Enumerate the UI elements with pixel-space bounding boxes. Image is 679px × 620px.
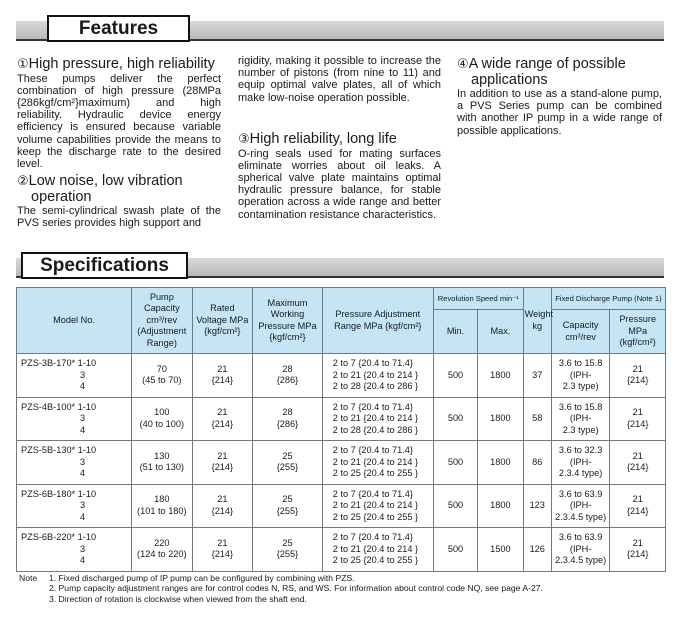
range-line: 2 to 21 {20.4 to 214 } [332, 456, 419, 467]
fixed-capacity-type: 2.3.4 type) [558, 468, 603, 478]
header-rev-max: Max. [478, 310, 523, 354]
fixed-pressure-value: 21 [632, 407, 643, 418]
rated-kgf: {214} [211, 375, 234, 386]
cell-capacity [132, 441, 193, 485]
fixed-capacity-value: 3.6 to 15.8 [558, 358, 603, 368]
rated-kgf: {214} [211, 549, 234, 560]
range-line: 2 to 25 {20.4 to 255 } [332, 468, 419, 478]
features-title: Features [47, 15, 190, 42]
cell-rated-voltage [192, 484, 253, 528]
rated-value: 21 [217, 363, 228, 374]
model-number: PZS-5B-130* 1-10 [21, 445, 97, 455]
model-variant: 4 [80, 468, 86, 478]
capacity-range: (101 to 180) [137, 505, 187, 516]
table-row [17, 484, 666, 528]
fixed-pressure-kgf: {214} [626, 505, 649, 516]
header-fixed-discharge-pump: Fixed Discharge Pump (Note 1) [551, 288, 665, 310]
fixed-capacity-type: 2.3 type) [562, 381, 599, 391]
fixed-capacity-type: 2.3 type) [562, 424, 599, 435]
cell-fixed-pressure [610, 484, 666, 528]
fixed-pressure-kgf: {214} [626, 375, 649, 386]
max-kgf: {255} [276, 549, 299, 560]
model-variant: 3 [80, 456, 86, 467]
cell-model [17, 528, 132, 572]
max-value: 28 [282, 407, 293, 418]
cell-pressure-range [322, 528, 433, 572]
cell-fixed-pressure [610, 441, 666, 485]
feature-2 [17, 173, 221, 229]
cell-model [17, 354, 132, 398]
header-capacity: Pump Capacity cm³/rev (Adjustment Range) [132, 288, 193, 354]
table-row [17, 441, 666, 485]
max-kgf: {286} [276, 375, 299, 386]
capacity-value: 220 [154, 537, 170, 548]
max-value: 25 [282, 450, 293, 461]
max-value: 28 [282, 363, 293, 374]
cell-rated-voltage [192, 528, 253, 572]
cell-rated-voltage [192, 441, 253, 485]
notes-list [49, 573, 543, 604]
cell-fixed-capacity [551, 528, 610, 572]
rated-value: 21 [217, 494, 228, 505]
range-line: 2 to 7 {20.4 to 71.4} [332, 401, 413, 412]
model-number: PZS-6B-220* 1-10 [21, 532, 97, 542]
cell-rated-voltage [192, 397, 253, 441]
feature-4-title: ④A wide range of possible applications [457, 56, 626, 88]
fixed-capacity-type: (IPH- [569, 456, 592, 467]
cell-pressure-range [322, 354, 433, 398]
rated-kgf: {214} [211, 462, 234, 473]
max-value: 25 [282, 537, 293, 548]
fixed-pressure-kgf: {214} [626, 418, 649, 429]
range-line: 2 to 25 {20.4 to 255 } [332, 555, 419, 565]
max-kgf: {286} [276, 418, 299, 429]
cell-capacity [132, 397, 193, 441]
cell-weight: 58 [523, 397, 551, 441]
feature-4-body: In addition to use as a stand-alone pump, a PVS Series pump can be combined with another IP pump in a wide range of possible applications. [457, 88, 662, 137]
model-variant: 4 [80, 511, 86, 522]
model-variant: 4 [80, 555, 86, 565]
cell-max-working-pressure [253, 528, 323, 572]
capacity-value: 130 [154, 450, 170, 461]
cell-fixed-pressure [610, 354, 666, 398]
cell-fixed-capacity [551, 484, 610, 528]
fixed-capacity-value: 3.6 to 15.8 [558, 401, 603, 412]
fixed-pressure-value: 21 [632, 494, 643, 505]
model-number: PZS-4B-100* 1-10 [21, 401, 97, 412]
model-variant: 3 [80, 543, 86, 554]
cell-rated-voltage [192, 354, 253, 398]
model-variant: 4 [80, 424, 86, 435]
max-kgf: {255} [276, 462, 299, 473]
cell-fixed-capacity [551, 354, 610, 398]
rated-value: 21 [217, 450, 228, 461]
model-variant: 3 [80, 413, 86, 423]
fixed-pressure-value: 21 [632, 450, 643, 461]
note-item: 2. Pump capacity adjustment ranges are for control codes N, RS, and WS. For information about control code NQ, see page A-27. [49, 583, 543, 594]
cell-capacity [132, 484, 193, 528]
feature-3-body: O-ring seals used for mating surfaces eliminate worries about oil leaks. A spherical valve plate maintains optimal hydraulic pressure balance, for stable operation across a wide range and better contamination resistance characteristics. [238, 147, 441, 221]
features-header-bar [16, 18, 664, 41]
feature-4-number-circle: ④ [457, 56, 469, 71]
feature-1-title: ①High pressure, high reliability [17, 56, 215, 72]
model-variant: 3 [80, 500, 86, 510]
cell-weight: 86 [523, 441, 551, 485]
fixed-capacity-type: (IPH- [569, 500, 592, 510]
range-line: 2 to 28 {20.4 to 286 } [332, 424, 419, 435]
cell-model [17, 484, 132, 528]
fixed-capacity-type: (IPH- [569, 543, 592, 554]
cell-rev-min: 500 [433, 441, 477, 485]
header-revolution-speed: Revolution Speed min⁻¹ [433, 288, 523, 310]
cell-rev-min: 500 [433, 354, 477, 398]
cell-max-working-pressure [253, 354, 323, 398]
cell-model [17, 397, 132, 441]
cell-pressure-range [322, 397, 433, 441]
specifications-header-bar [16, 255, 664, 278]
range-line: 2 to 21 {20.4 to 214 } [332, 369, 419, 380]
range-line: 2 to 7 {20.4 to 71.4} [332, 445, 413, 455]
feature-1 [17, 56, 221, 170]
table-row [17, 528, 666, 572]
cell-fixed-pressure [610, 397, 666, 441]
header-pressure-adjustment-range: Pressure Adjustment Range MPa {kgf/cm²} [322, 288, 433, 354]
cell-rev-max: 1800 [478, 441, 523, 485]
feature-3 [238, 131, 441, 221]
feature-3-number-circle: ③ [238, 131, 250, 146]
specifications-table [16, 287, 666, 572]
max-kgf: {255} [276, 505, 299, 516]
range-line: 2 to 21 {20.4 to 214 } [332, 413, 419, 423]
cell-pressure-range [322, 441, 433, 485]
feature-2-number-circle: ② [17, 173, 29, 188]
fixed-capacity-type: 2.3.4.5 type) [555, 555, 607, 565]
range-line: 2 to 25 {20.4 to 255 } [332, 511, 419, 522]
model-number: PZS-3B-170* 1-10 [21, 358, 97, 368]
range-line: 2 to 7 {20.4 to 71.4} [332, 532, 413, 542]
feature-2-title: ②Low noise, low vibration operation [17, 173, 183, 205]
header-model: Model No. [17, 288, 132, 354]
feature-2-body: The semi-cylindrical swash plate of the PVS series provides high support and [17, 205, 221, 230]
cell-weight: 126 [523, 528, 551, 572]
cell-rev-max: 1800 [478, 484, 523, 528]
model-number: PZS-6B-180* 1-10 [21, 488, 97, 499]
header-fixed-pressure: Pressure MPa (kgf/cm²) [610, 310, 666, 354]
cell-rev-min: 500 [433, 484, 477, 528]
cell-rev-min: 500 [433, 528, 477, 572]
fixed-capacity-type: 2.3.4.5 type) [555, 511, 607, 522]
cell-capacity [132, 354, 193, 398]
model-variant: 3 [80, 369, 86, 380]
cell-rev-max: 1800 [478, 397, 523, 441]
capacity-range: (40 to 100) [139, 418, 185, 429]
table-row [17, 354, 666, 398]
capacity-range: (51 to 130) [139, 462, 185, 473]
capacity-value: 100 [154, 407, 170, 418]
cell-fixed-capacity [551, 397, 610, 441]
feature-2-continuation: rigidity, making it possible to increase the number of pistons (from nine to 11) and equip optimal valve plates, all of which make low-noise operation possible. [238, 55, 441, 104]
cell-model [17, 441, 132, 485]
cell-rev-max: 1800 [478, 354, 523, 398]
cell-max-working-pressure [253, 397, 323, 441]
cell-fixed-capacity [551, 441, 610, 485]
specifications-table-body [17, 354, 666, 572]
fixed-capacity-value: 3.6 to 63.9 [558, 532, 603, 542]
rated-kgf: {214} [211, 418, 234, 429]
feature-3-title: ③High reliability, long life [238, 131, 397, 147]
cell-max-working-pressure [253, 441, 323, 485]
range-line: 2 to 21 {20.4 to 214 } [332, 500, 419, 510]
header-rated-voltage: Rated Voltage MPa {kgf/cm²} [192, 288, 253, 354]
cell-weight: 37 [523, 354, 551, 398]
header-fixed-capacity: Capacity cm³/rev [551, 310, 610, 354]
fixed-capacity-value: 3.6 to 63.9 [558, 488, 603, 499]
fixed-capacity-type: (IPH- [569, 369, 592, 380]
capacity-value: 70 [156, 363, 167, 374]
fixed-pressure-kgf: {214} [626, 549, 649, 560]
note-item: 1. Fixed discharged pump of IP pump can be configured by combining with PZS. [49, 573, 355, 583]
fixed-pressure-value: 21 [632, 363, 643, 374]
note-item: 3. Direction of rotation is clockwise when viewed from the shaft end. [49, 593, 307, 604]
fixed-capacity-type: (IPH- [569, 413, 592, 423]
rated-value: 21 [217, 407, 228, 418]
range-line: 2 to 28 {20.4 to 286 } [332, 381, 419, 391]
fixed-pressure-kgf: {214} [626, 462, 649, 473]
capacity-value: 180 [154, 494, 170, 505]
notes-label: Note [19, 573, 38, 583]
capacity-range: (45 to 70) [142, 375, 182, 386]
feature-4 [457, 56, 662, 137]
header-weight: Weight kg [523, 288, 551, 354]
cell-rev-min: 500 [433, 397, 477, 441]
fixed-capacity-value: 3.6 to 32.3 [558, 445, 603, 455]
rated-kgf: {214} [211, 505, 234, 516]
fixed-pressure-value: 21 [632, 537, 643, 548]
rated-value: 21 [217, 537, 228, 548]
table-row [17, 397, 666, 441]
specifications-title: Specifications [21, 252, 188, 279]
feature-1-number-circle: ① [17, 56, 29, 71]
header-rev-min: Min. [433, 310, 477, 354]
cell-fixed-pressure [610, 528, 666, 572]
range-line: 2 to 7 {20.4 to 71.4} [332, 358, 413, 368]
capacity-range: (124 to 220) [137, 549, 187, 560]
max-value: 25 [282, 494, 293, 505]
cell-rev-max: 1500 [478, 528, 523, 572]
cell-capacity [132, 528, 193, 572]
cell-weight: 123 [523, 484, 551, 528]
feature-1-body: These pumps deliver the perfect combination of high pressure (28MPa {286kgf/cm²}maximum) and high reliability. Hydraulic device energy efficiency is ensured because variable volume capabilities provide the means to keep the discharge rate to the desired level. [17, 72, 221, 170]
cell-pressure-range [322, 484, 433, 528]
range-line: 2 to 21 {20.4 to 214 } [332, 543, 419, 554]
cell-max-working-pressure [253, 484, 323, 528]
model-variant: 4 [80, 381, 86, 391]
range-line: 2 to 7 {20.4 to 71.4} [332, 488, 413, 499]
header-max-working-pressure: Maximum Working Pressure MPa {kgf/cm²} [253, 288, 323, 354]
